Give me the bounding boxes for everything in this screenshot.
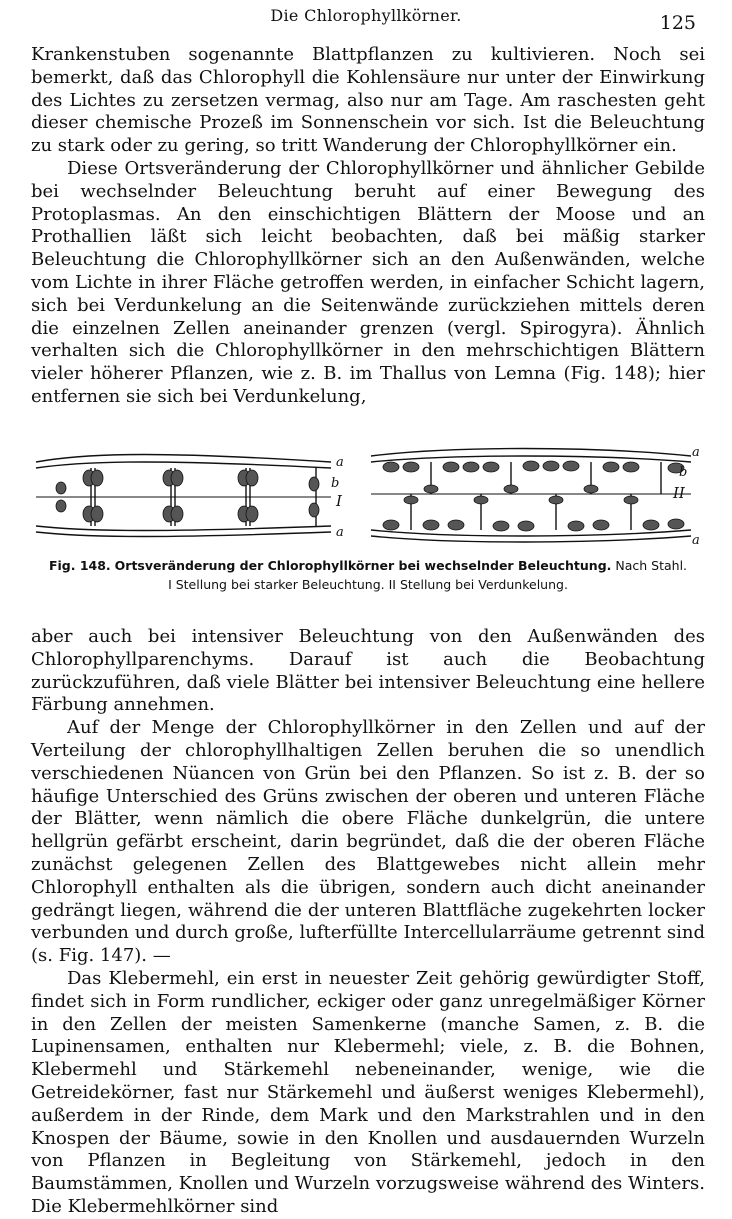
panel-one-drawing — [36, 455, 331, 537]
caption-line-2: I Stellung bei starker Beleuchtung. II Stellung bei Verdunkelung. — [168, 577, 568, 592]
paragraph: Diese Ortsveränderung der Chlorophyllkörner und ähnlicher Gebilde bei wechselnder Beleuchtung beruht auf einer Bewegung des Protoplasmas. An den einschichtigen Blättern der Moose und an Prothallien läßt sich leicht beobachten, daß bei mäßig starker Beleuchtung die Chlorophyllkörner sich an den Außenwänden, welche vom Lichte in ihrer Fläche getroffen werden, in einfacher Schicht lagern, sich bei Verdunkelung an die Seitenwände zurückziehen mittels deren die einzelnen Zellen aneinander grenzen (vergl. Spirogyra). Ähnlich verhalten sich die Chlorophyllkörner in den mehrschichtigen Blättern vieler höherer Pflanzen, wie z. B. im Thallus von Lemna (Fig. 148); hier entfernen sie sich bei Verdunkelung, — [31, 157, 705, 407]
page-number: 125 — [659, 12, 696, 34]
cell-illustration — [31, 434, 705, 552]
paragraph: aber auch bei intensiver Beleuchtung von den Außenwänden des Chlorophyllparenchyms. Darauf ist auch die Beobachtung zurückzuführen, daß viele Blätter bei intensiver Beleuchtung eine hellere Färbung annehmen. — [31, 626, 705, 716]
caption-line-1 — [31, 556, 705, 575]
label-a-left-bottom: a — [336, 525, 344, 540]
caption-label: Fig. 148. — [48, 558, 111, 573]
label-panel-one: I — [336, 492, 342, 510]
label-a-right: a — [692, 445, 700, 460]
text-block-bottom — [31, 626, 705, 1219]
label-a-right-bottom: a — [692, 533, 700, 548]
label-panel-two: II — [673, 484, 685, 502]
text-block-top — [31, 44, 705, 409]
paragraph: Auf der Menge der Chlorophyllkörner in den Zellen und auf der Verteilung der chlorophyllhaltigen Zellen beruhen die so unendlich verschiedenen Nüancen von Grün bei den Pflanzen. So ist z. B. der so häufige Unterschied des Grüns zwischen der oberen und unteren Fläche der Blätter, wenn nämlich die obere Fläche dunkelgrün, die untere hellgrün gefärbt erscheint, darin begründet, daß die der oberen Fläche zunächst gelegenen Zellen des Blattgewebes nicht allein mehr Chlorophyll enthalten als die übrigen, sondern auch dicht aneinander gedrängt liegen, während die der unteren Blattfläche zugekehrten locker verbunden und durch große, lufterfüllte Intercellularräume getrennt sind (s. Fig. 147). — — [31, 717, 705, 967]
figure-caption — [31, 556, 705, 594]
paragraph: Das Klebermehl, ein erst in neuester Zeit gehörig gewürdigter Stoff, findet sich in Form rundlicher, eckiger oder ganz unregelmäßiger Körner in den Zellen der meisten Samenkerne (manche Samen, z. B. die Lupinensamen, enthalten nur Klebermehl; viele, z. B. die Bohnen, Klebermehl und Stärkemehl nebeneinander, wenige, wie die Getreidekörner, fast nur Stärkemehl und äußerst weniges Klebermehl), außerdem in der Rinde, dem Mark und den Markstrahlen und in den Knospen der Bäume, sowie in den Knollen und ausdauernden Wurzeln von Pflanzen in Begleitung von Stärkemehl, jedoch in den Baumstämmen, Knollen und Wurzeln vorzugsweise während des Winters. Die Klebermehlkörner sind — [31, 967, 705, 1217]
label-b-left: b — [331, 476, 340, 491]
caption-source: Nach Stahl. — [615, 558, 688, 573]
label-a-left: a — [336, 455, 344, 470]
label-b-right: b — [679, 465, 688, 480]
running-head: Die Chlorophyllkörner. — [270, 6, 462, 25]
caption-title: Ortsveränderung der Chlorophyllkörner bei wechselnder Beleuchtung. — [114, 558, 612, 573]
panel-two-drawing — [371, 449, 691, 543]
paragraph: Krankenstuben sogenannte Blattpflanzen zu kultivieren. Noch sei bemerkt, daß das Chlorophyll die Kohlensäure nur unter der Einwirkung des Lichtes zu zersetzen vermag, also nur am Tage. Am raschesten geht dieser chemische Prozeß im Sonnenschein vor sich. Ist die Beleuchtung zu stark oder zu gering, so tritt Wanderung der Chlorophyllkörner ein. — [31, 44, 705, 157]
